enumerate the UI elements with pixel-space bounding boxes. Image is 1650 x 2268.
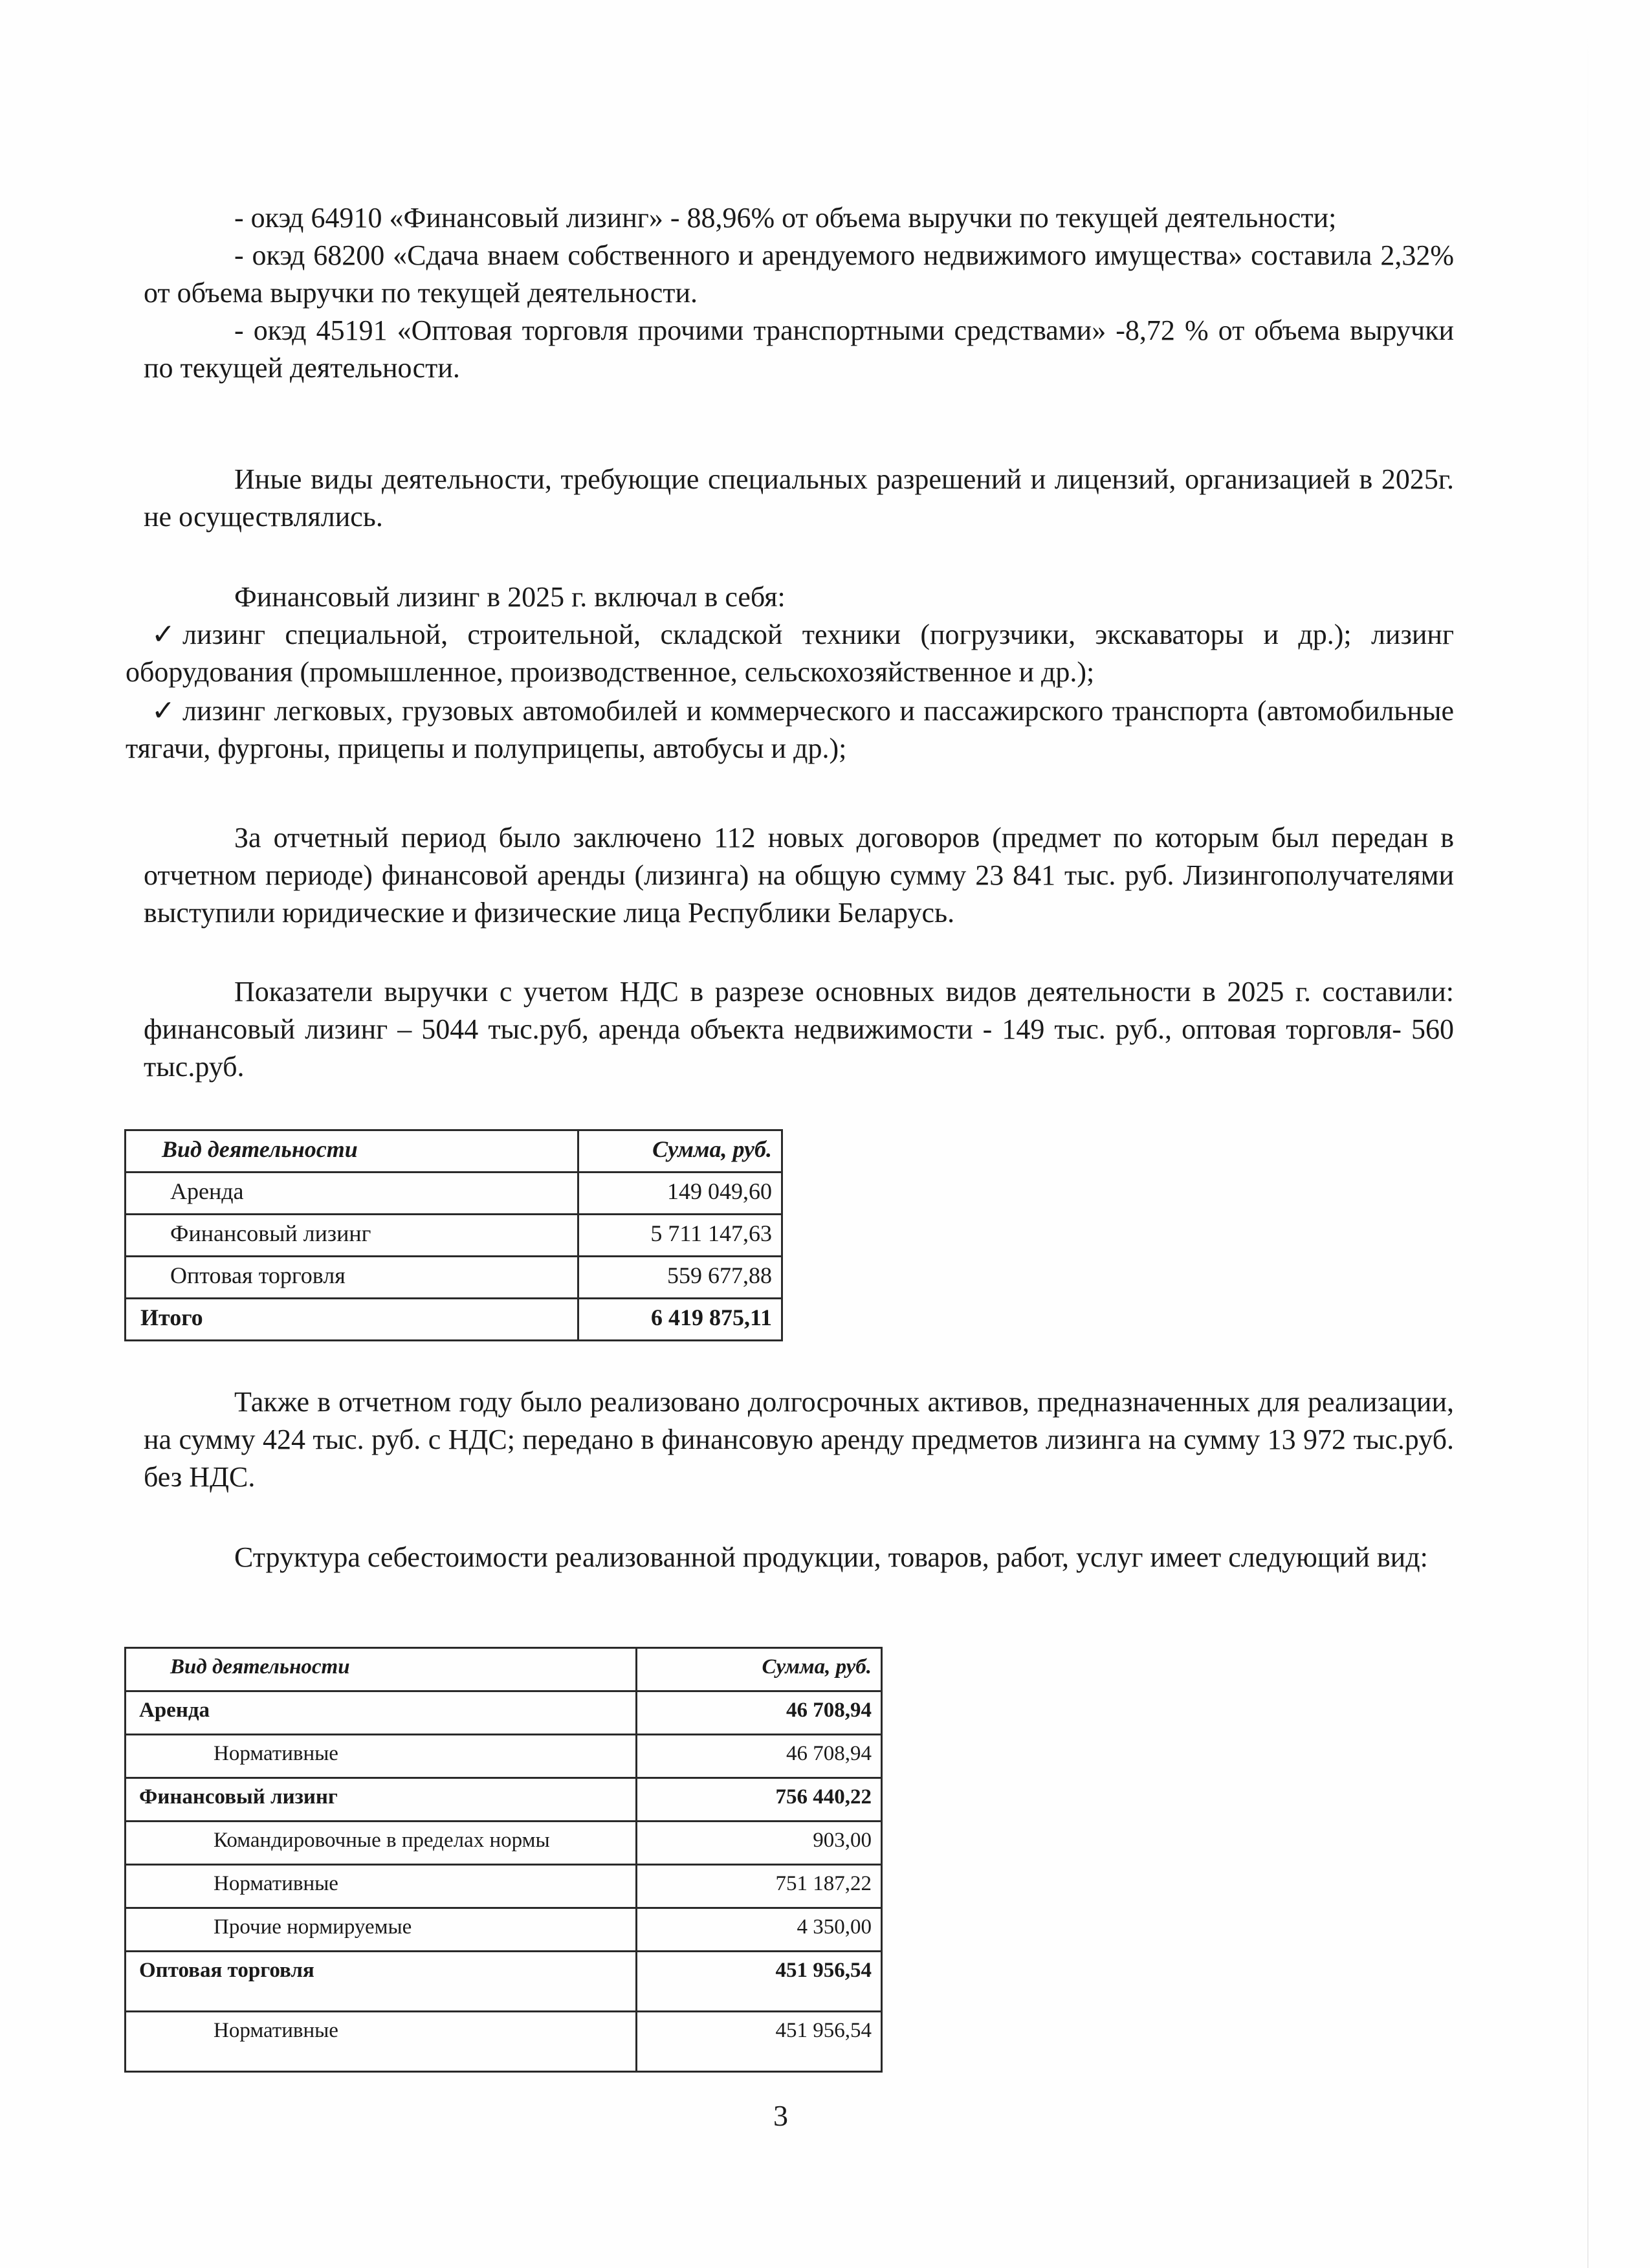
group-row [126, 1778, 882, 1822]
row-value: 5 711 147,63 [578, 1215, 782, 1257]
row-value: 903,00 [637, 1822, 882, 1865]
assets-paragraph-block [144, 1383, 1454, 1496]
leasing-section [126, 578, 1454, 767]
revenue-paragraph: Показатели выручки с учетом НДС в разрезе основных видов деятельности в 2025 г. составили: финансовый лизинг – 5044 тыс.руб, аренда объекта недвижимости - 149 тыс. руб., оптовая торговля- 560 тыс.руб. [144, 976, 1454, 1083]
checkmark-icon: ✓ [151, 619, 175, 650]
licenses-paragraph: Иные виды деятельности, требующие специальных разрешений и лицензий, организацией в 2025г. не осуществлялись. [144, 463, 1454, 533]
total-row [126, 1299, 782, 1341]
okved-item-wholesale: - окэд 45191 «Оптовая торговля прочими транспортными средствами» -8,72 % от объема выручки по текущей деятельности. [144, 314, 1454, 384]
cost-table [124, 1647, 883, 2073]
checkmark-icon: ✓ [151, 695, 175, 727]
table-row [126, 1908, 882, 1952]
group-value: 46 708,94 [637, 1691, 882, 1735]
leasing-item [126, 616, 1454, 691]
row-label: Финансовый лизинг [126, 1215, 578, 1257]
leasing-item-text: лизинг легковых, грузовых автомобилей и коммерческого и пассажирского транспорта (автомобильные тягачи, фургоны, прицепы и полуприцепы, автобусы и др.); [126, 695, 1454, 764]
row-value: 149 049,60 [578, 1173, 782, 1215]
row-label: Аренда [126, 1173, 578, 1215]
okved-list [144, 199, 1454, 387]
contracts-paragraph-block [144, 819, 1454, 932]
group-value: 756 440,22 [637, 1778, 882, 1822]
contracts-paragraph: За отчетный период было заключено 112 новых договоров (предмет по которым был передан в отчетном периоде) финансовой аренды (лизинга) на общую сумму 23 841 тыс. руб. Лизингополучателями выступили юридические и физические лица Республики Беларусь. [144, 822, 1454, 929]
row-label: Оптовая торговля [126, 1257, 578, 1299]
column-header-sum: Сумма, руб. [637, 1648, 882, 1691]
table-row [126, 1865, 882, 1908]
assets-paragraph: Также в отчетном году было реализовано долгосрочных активов, предназначенных для реализации, на сумму 424 тыс. руб. с НДС; передано в финансовую аренду предметов лизинга на сумму 13 972 тыс.руб. без НДС. [144, 1386, 1454, 1493]
total-value: 6 419 875,11 [578, 1299, 782, 1341]
row-label: Командировочные в пределах нормы [126, 1822, 637, 1865]
table-row [126, 1215, 782, 1257]
licenses-paragraph-block [144, 461, 1454, 536]
cost-paragraph: Структура себестоимости реализованной продукции, товаров, работ, услуг имеет следующий вид: [234, 1541, 1428, 1573]
table-row [126, 2012, 882, 2072]
revenue-table [124, 1129, 783, 1341]
table-row [126, 1257, 782, 1299]
okved-item-rent: - окэд 68200 «Сдача внаем собственного и арендуемого недвижимого имущества» составила 2,32% от объема выручки по текущей деятельности. [144, 239, 1454, 309]
row-value: 46 708,94 [637, 1735, 882, 1778]
group-label: Финансовый лизинг [126, 1778, 637, 1822]
group-row [126, 1952, 882, 2012]
row-value: 751 187,22 [637, 1865, 882, 1908]
revenue-paragraph-block [144, 973, 1454, 1086]
total-label: Итого [126, 1299, 578, 1341]
row-value: 4 350,00 [637, 1908, 882, 1952]
scan-artifact [1587, 0, 1589, 2268]
group-value: 451 956,54 [637, 1952, 882, 2012]
row-value: 559 677,88 [578, 1257, 782, 1299]
row-label: Нормативные [126, 1735, 637, 1778]
group-row [126, 1691, 882, 1735]
cost-paragraph-block [144, 1539, 1454, 1576]
row-label: Нормативные [126, 2012, 637, 2072]
column-header-activity: Вид деятельности [126, 1648, 637, 1691]
table-row [126, 1173, 782, 1215]
table-header-row [126, 1648, 882, 1691]
okved-item-leasing: - окэд 64910 «Финансовый лизинг» - 88,96% от объема выручки по текущей деятельности; [234, 202, 1337, 234]
row-label: Прочие нормируемые [126, 1908, 637, 1952]
leasing-item-text: лизинг специальной, строительной, складской техники (погрузчики, экскаваторы и др.); лизинг оборудования (промышленное, производственное, сельскохозяйственное и др.); [126, 619, 1454, 688]
column-header-activity: Вид деятельности [126, 1130, 578, 1173]
group-label: Аренда [126, 1691, 637, 1735]
table-row [126, 1822, 882, 1865]
column-header-sum: Сумма, руб. [578, 1130, 782, 1173]
leasing-item [126, 692, 1454, 767]
table-header-row [126, 1130, 782, 1173]
page-number: 3 [773, 2099, 788, 2132]
table-row [126, 1735, 882, 1778]
leasing-intro: Финансовый лизинг в 2025 г. включал в себя: [234, 581, 786, 613]
row-value: 451 956,54 [637, 2012, 882, 2072]
row-label: Нормативные [126, 1865, 637, 1908]
group-label: Оптовая торговля [126, 1952, 637, 2012]
